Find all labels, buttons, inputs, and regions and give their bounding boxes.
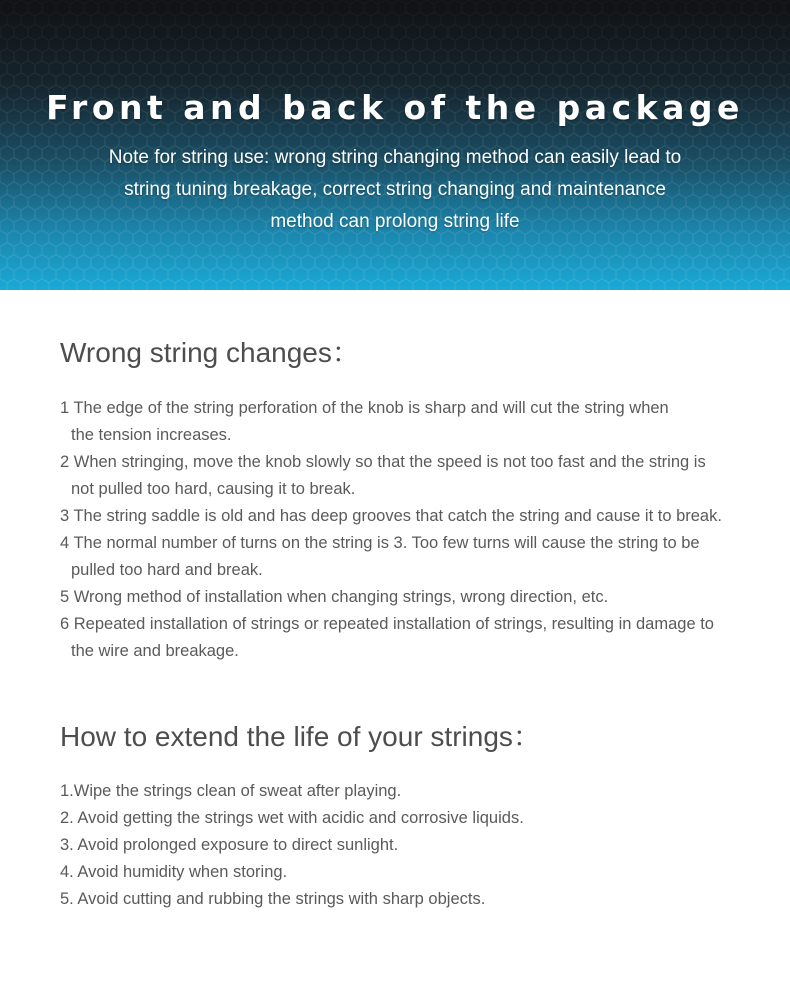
list-item-text: 1 The edge of the string perforation of the knob is sharp and will cut the string when	[60, 399, 669, 417]
page-title: Front and back of the package	[46, 88, 744, 127]
note-line: method can prolong string life	[270, 211, 520, 232]
list-item-text: 1.Wipe the strings clean of sweat after playing.	[60, 782, 402, 800]
list-item-text: pulled too hard and break.	[71, 561, 263, 579]
list-item	[60, 530, 770, 584]
string-use-note	[75, 128, 715, 238]
note-line: string tuning breakage, correct string changing and maintenance	[124, 179, 666, 200]
list-item	[60, 584, 770, 611]
extend-life-list	[60, 778, 770, 913]
list-item-text: 3 The string saddle is old and has deep grooves that catch the string and cause it to break.	[60, 507, 722, 525]
wrong-changes-list	[60, 395, 770, 665]
list-item-text: not pulled too hard, causing it to break.	[71, 480, 356, 498]
list-item-text: 5 Wrong method of installation when changing strings, wrong direction, etc.	[60, 588, 609, 606]
note-line: Note for string use: wrong string changing method can easily lead to	[108, 147, 682, 168]
list-item-text: 3. Avoid prolonged exposure to direct sunlight.	[60, 836, 399, 854]
list-item-text: the wire and breakage.	[71, 642, 239, 660]
list-item	[60, 449, 770, 503]
list-item	[60, 611, 770, 665]
list-item-text: the tension increases.	[71, 426, 232, 444]
wrong-string-changes-section	[60, 335, 770, 665]
list-item	[60, 886, 770, 913]
list-item-text: 2. Avoid getting the strings wet with acidic and corrosive liquids.	[60, 809, 524, 827]
list-item-text: 4. Avoid humidity when storing.	[60, 863, 288, 881]
list-item	[60, 859, 770, 886]
section-heading: How to extend the life of your strings：	[60, 721, 541, 752]
section-heading: Wrong string changes：	[60, 337, 360, 368]
list-item-text: 4 The normal number of turns on the string is 3. Too few turns will cause the string to be	[60, 534, 700, 552]
list-item	[60, 503, 770, 530]
header-banner	[0, 0, 790, 290]
list-item	[60, 805, 770, 832]
list-item	[60, 395, 770, 449]
list-item	[60, 832, 770, 859]
extend-string-life-section	[60, 719, 770, 913]
list-item-text: 2 When stringing, move the knob slowly so that the speed is not too fast and the string is	[60, 453, 706, 471]
list-item-text: 6 Repeated installation of strings or repeated installation of strings, resulting in damage to	[60, 615, 714, 633]
list-item	[60, 778, 770, 805]
list-item-text: 5. Avoid cutting and rubbing the strings with sharp objects.	[60, 890, 486, 908]
